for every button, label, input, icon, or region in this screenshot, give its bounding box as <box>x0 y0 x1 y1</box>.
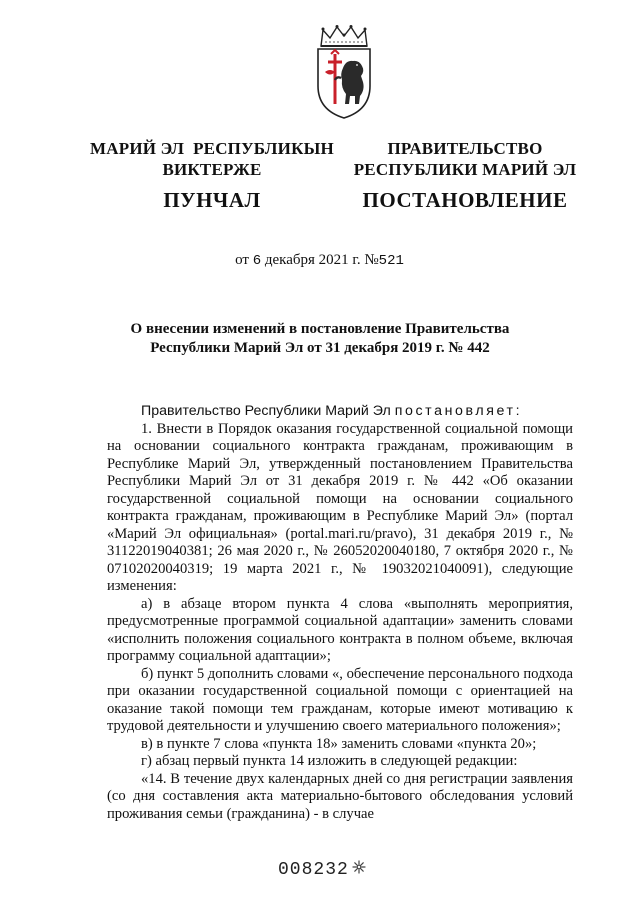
paragraph-1: 1. Внести в Порядок оказания государственной социальной помощи на основании социального контракта гражданам, проживающим в Республике Марий Эл, утвержденный постановлением Правительства Республики Марий Эл от 31 декабря 2019 г. № 442 «Об оказании государственной социальной помощи на основании социального контракта гражданам, проживающим в Республике Марий Эл» (портал «Марий Эл официальная» (portal.mari.ru/pravo), 31 декабря 2019 г., № 31122019040381; 26 мая 2020 г., № 26052020040180, 7 октября 2020 г., № 07102020040319; 19 марта 2021 г., № 19032021040091), следующие изменения: <box>107 420 573 594</box>
intro-spaced: постановляет <box>394 403 516 419</box>
paragraph-a: а) в абзаце втором пункта 4 слова «выполнять мероприятия, предусмотренные программой социальной адаптации» заменить словами «исполнить положения социального контракта в полном объеме, включая программу социальной адаптации»; <box>107 595 573 664</box>
header-left-doc-type: ПУНЧАЛ <box>163 188 261 212</box>
decree-number: 521 <box>378 253 404 269</box>
header-right <box>335 138 595 213</box>
intro-end: : <box>515 403 520 419</box>
header-left <box>82 138 342 213</box>
decree-title <box>80 320 560 358</box>
intro-start: Правительство Республики Марий Эл <box>141 403 395 419</box>
header-right-line1: ПРАВИТЕЛЬСТВО <box>387 139 543 158</box>
decree-body <box>107 403 573 823</box>
paragraph-c: в) в пункте 7 слова «пункта 18» заменить словами «пункта 20»; <box>141 735 537 752</box>
paragraph-b: б) пункт 5 дополнить словами «, обеспечение персонального подхода при оказании государственной социальной помощи с ориентацией на оказание такой помощи тем гражданам, которые имеют мотивацию к трудовой деятельности и улучшению своего материального положения»; <box>107 665 573 734</box>
date-rest: декабря 2021 г. № <box>264 252 379 268</box>
decree-title-line2: Республики Марий Эл от 31 декабря 2019 г. № 442 <box>150 340 490 356</box>
header-right-line2: РЕСПУБЛИКИ МАРИЙ ЭЛ <box>353 160 577 179</box>
header-left-line2: ВИКТЕРЖЕ <box>162 160 262 179</box>
date-day: 6 <box>252 253 262 269</box>
paragraph-14: «14. В течение двух календарных дней со дня регистрации заявления (со дня составления акта материально-бытового обследования условий проживания семьи (гражданина) - в случае <box>107 770 573 822</box>
decree-title-line1: О внесении изменений в постановление Правительства <box>130 321 510 337</box>
paragraph-d: г) абзац первый пункта 14 изложить в следующей редакции: <box>141 753 518 769</box>
form-serial-number: 008232 <box>278 860 349 880</box>
date-prefix: от <box>235 252 249 268</box>
header-right-doc-type: ПОСТАНОВЛЕНИЕ <box>362 188 568 212</box>
intro-paragraph <box>107 403 573 421</box>
date-line <box>0 252 639 269</box>
mari-el-coat-of-arms-icon <box>313 24 375 120</box>
header-left-line1: МАРИЙ ЭЛ РЕСПУБЛИКЫН <box>90 139 334 158</box>
ornament-icon <box>352 860 366 874</box>
